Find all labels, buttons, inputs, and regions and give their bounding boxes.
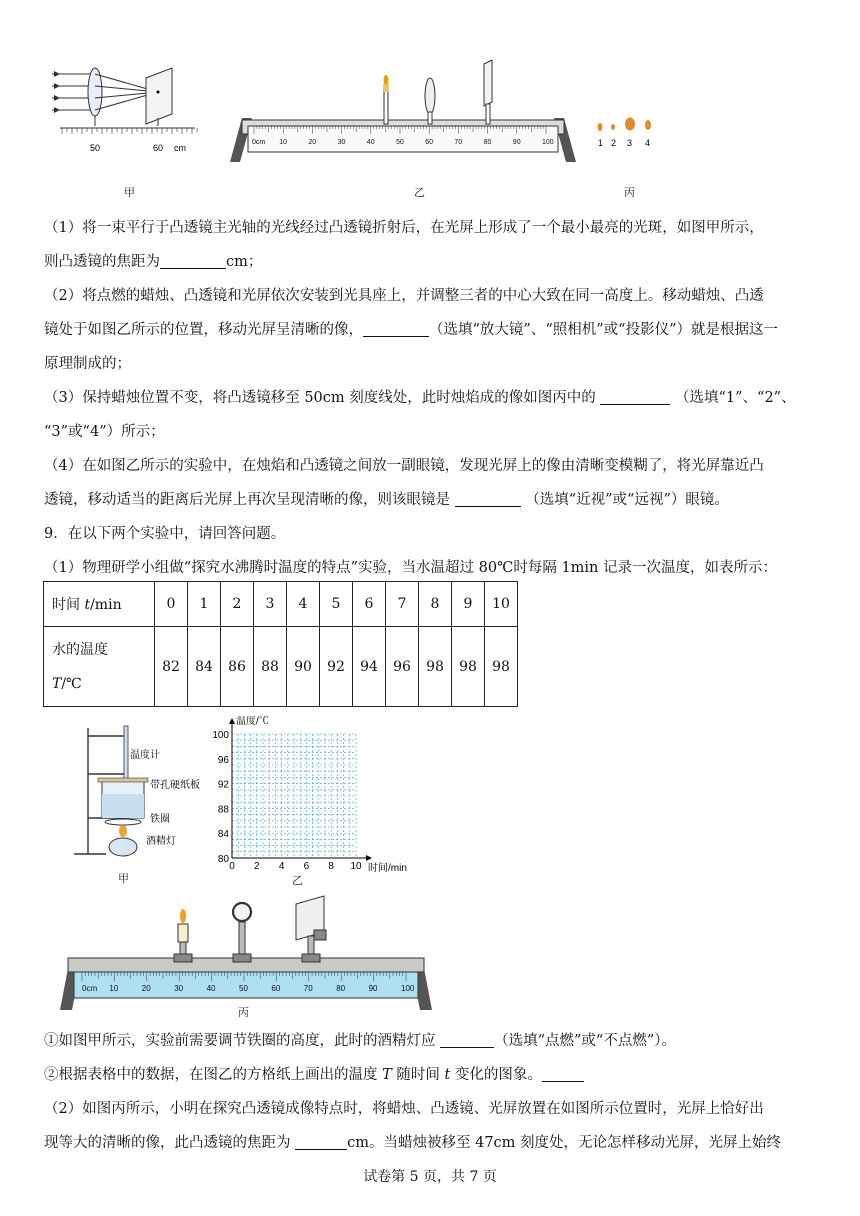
table-row — [44, 582, 518, 627]
q9-title: 9．在以下两个实验中，请回答问题。 — [44, 526, 286, 542]
text: （3）保持蜡烛位置不变，将凸透镜移至 50cm 刻度线处，此时烛焰成的像如图丙中的 — [44, 390, 596, 406]
table-cell: 5 — [320, 582, 353, 627]
text: ①如图甲所示，实验前需要调节铁圈的高度，此时的酒精灯应 — [44, 1033, 436, 1049]
table-header-time — [44, 582, 155, 627]
text — [52, 667, 154, 701]
table-cell: 88 — [254, 627, 287, 707]
label-ring: 铁圈 — [150, 814, 170, 825]
table-header-temp — [44, 627, 155, 707]
bench-tick-label: 60 — [425, 139, 433, 146]
bench-tick-label: 0cm — [82, 984, 98, 993]
q8-p3b: “3”或“4”）所示； — [44, 424, 165, 440]
table-cell: 98 — [452, 627, 485, 707]
figure-bench-caption: 丙 — [238, 1006, 249, 1019]
bench-tick-label: 20 — [308, 139, 317, 146]
q9-p2a: （2）如图丙所示，小明在探究凸透镜成像特点时，将蜡烛、凸透镜、光屏放置在如图所示位置时，光屏上恰好出 — [44, 1101, 764, 1117]
grid-ytick-label: 100 — [212, 730, 229, 741]
q8-part3 — [44, 381, 820, 449]
q8-p3a — [44, 381, 820, 415]
q8-p4a: （4）在如图乙所示的实验中，在烛焰和凸透镜之间放一副眼镜，发现光屏上的像由清晰变模糊了，将光屏靠近凸 — [44, 458, 764, 474]
grid-xtick-label: 10 — [350, 861, 362, 872]
answer-blank[interactable] — [455, 488, 521, 507]
table-cell: 4 — [287, 582, 320, 627]
bench-tick-label: 10 — [279, 139, 287, 146]
table-cell: 6 — [353, 582, 386, 627]
figure-yi-caption: 乙 — [414, 186, 425, 199]
bing-label: 4 — [645, 138, 651, 148]
table-cell: 9 — [452, 582, 485, 627]
bing-label: 2 — [611, 138, 617, 148]
q8-p4b — [44, 483, 820, 517]
table-cell: 2 — [221, 582, 254, 627]
text: 随时间 — [391, 1067, 445, 1083]
bench-tick-label: 70 — [303, 984, 313, 993]
text: T — [382, 1067, 392, 1083]
table-cell: 3 — [254, 582, 287, 627]
bench-tick-label: 90 — [368, 984, 378, 993]
figure-jia-focal — [50, 58, 200, 158]
figure-grid-caption: 乙 — [292, 874, 303, 887]
grid-xtick-label: 6 — [303, 861, 310, 872]
bench-tick-label: 60 — [271, 984, 281, 993]
text: /℃ — [61, 675, 82, 692]
table-cell: 8 — [419, 582, 452, 627]
table-cell: 1 — [188, 582, 221, 627]
table-cell: 86 — [221, 627, 254, 707]
answer-blank[interactable] — [295, 1131, 347, 1150]
jia-tick-label: 60 — [153, 143, 164, 153]
table-cell: 96 — [386, 627, 419, 707]
grid-xtick-label: 0 — [229, 861, 235, 872]
q8-p1a: （1）将一束平行于凸透镜主光轴的光线经过凸透镜折射后，在光屏上形成了一个最小最亮的光斑，如图甲所示， — [44, 220, 764, 236]
text: 现等大的清晰的像，此凸透镜的焦距为 — [44, 1135, 291, 1151]
text: 时间 — [52, 597, 85, 613]
grid-xtick-label: 2 — [254, 861, 260, 872]
table-cell: 90 — [287, 627, 320, 707]
bench-tick-label: 40 — [366, 139, 375, 146]
table-cell: 82 — [155, 627, 188, 707]
label-thermometer: 温度计 — [130, 750, 160, 761]
bench-tick-label: 30 — [337, 139, 346, 146]
grid-ytick-label: 92 — [217, 779, 229, 791]
text: t — [444, 1067, 451, 1083]
text: 则凸透镜的焦距为 — [44, 254, 160, 270]
text: （选填“放大镜”、“照相机”或“投影仪”）就是根据这一 — [429, 322, 778, 338]
bench-tick-label: 10 — [109, 984, 119, 993]
bench-tick-label: 80 — [483, 139, 492, 146]
figure-bing-images — [592, 112, 662, 152]
grid-xtick-label: 4 — [278, 861, 285, 872]
grid-ytick-label: 80 — [217, 854, 229, 865]
q9-p2b — [44, 1126, 820, 1160]
table-cell: 84 — [188, 627, 221, 707]
bench-tick-label: 90 — [512, 139, 521, 146]
answer-blank[interactable] — [542, 1063, 584, 1082]
text: 变化的图象。 — [450, 1067, 542, 1083]
q9-c2 — [44, 1058, 820, 1092]
figure-boiling-apparatus — [66, 722, 216, 862]
bench-tick-label: 80 — [336, 984, 346, 993]
q8-p2c: 原理制成的； — [44, 356, 131, 372]
grid-xlabel: 时间/min — [368, 863, 407, 874]
bench-tick-label: 70 — [454, 139, 463, 146]
q9-c1 — [44, 1024, 820, 1058]
bing-label: 1 — [598, 138, 604, 148]
label-board: 带孔硬纸板 — [150, 780, 200, 791]
bench-tick-label: 30 — [174, 984, 184, 993]
bench-tick-label: 20 — [141, 984, 151, 993]
q9-part2 — [44, 1092, 820, 1160]
table-cell: 0 — [155, 582, 188, 627]
bench-tick-label: 50 — [239, 984, 248, 993]
figure-jia-caption: 甲 — [124, 186, 135, 199]
bing-label: 3 — [627, 138, 633, 148]
text: （选填“点燃”或“不点燃”）。 — [494, 1033, 677, 1049]
text: cm。当蜡烛被移至 47cm 刻度处，无论怎样移动光屏，光屏上始终 — [347, 1135, 782, 1151]
figure-temperature-grid — [208, 716, 422, 880]
label-lamp: 酒精灯 — [146, 836, 176, 847]
table-cell: 10 — [485, 582, 518, 627]
grid-ytick-label: 84 — [217, 829, 229, 841]
page-footer: 试卷第 5 页，共 7 页 — [363, 1169, 497, 1185]
q8-p2b — [44, 313, 820, 347]
figure-apparatus-caption: 甲 — [118, 872, 129, 885]
bench-tick-label: 100 — [542, 139, 554, 146]
grid-ylabel: 温度/℃ — [236, 716, 269, 727]
text: cm； — [226, 254, 263, 270]
q8-part4 — [44, 449, 820, 517]
q8-p2a: （2）将点燃的蜡烛、凸透镜和光屏依次安装到光具座上，并调整三者的中心大致在同一高度上。移动蜡烛、凸透 — [44, 288, 764, 304]
figure-yi-bench — [228, 58, 578, 168]
table-cell: 7 — [386, 582, 419, 627]
answer-blank[interactable] — [160, 250, 226, 269]
text: （选填“近视”或“远视”）眼镜。 — [525, 492, 729, 508]
grid-ytick-label: 96 — [217, 754, 229, 766]
text: 水的温度 — [52, 641, 108, 658]
q8-part1 — [44, 211, 820, 279]
text: T — [52, 675, 62, 692]
bench-tick-label: 40 — [206, 984, 216, 993]
q8-p1b — [44, 245, 820, 279]
jia-tick-label: 50 — [90, 143, 101, 153]
q8-part2 — [44, 279, 820, 381]
text: t — [84, 597, 91, 613]
bench-tick-label: 50 — [396, 139, 404, 146]
text: ②根据表格中的数据，在图乙的方格纸上画出的温度 — [44, 1067, 383, 1083]
answer-blank[interactable] — [363, 318, 429, 337]
grid-xtick-label: 8 — [328, 861, 334, 872]
table-row — [44, 627, 518, 707]
bench-tick-label: 0cm — [252, 139, 266, 146]
figure-bing-caption: 丙 — [624, 186, 635, 199]
grid-ytick-label: 88 — [217, 804, 229, 816]
jia-tick-label: cm — [174, 143, 186, 153]
answer-blank[interactable] — [440, 1029, 494, 1048]
figure-lens-bench — [60, 890, 432, 1016]
answer-blank[interactable] — [600, 386, 670, 405]
temperature-table — [43, 581, 518, 707]
table-cell: 98 — [485, 627, 518, 707]
bench-tick-label: 100 — [401, 984, 415, 993]
text: /min — [90, 597, 122, 613]
text: （选填“1”、“2”、 — [674, 390, 796, 406]
table-cell: 98 — [419, 627, 452, 707]
table-cell: 92 — [320, 627, 353, 707]
q9-part1: （1）物理研学小组做“探究水沸腾时温度的特点”实验，当水温超过 80℃时每隔 1min 记录一次温度，如表所示： — [44, 560, 777, 576]
table-cell: 94 — [353, 627, 386, 707]
text: 透镜，移动适当的距离后光屏上再次呈现清晰的像，则该眼镜是 — [44, 492, 450, 508]
text: 镜处于如图乙所示的位置，移动光屏呈清晰的像， — [44, 322, 363, 338]
